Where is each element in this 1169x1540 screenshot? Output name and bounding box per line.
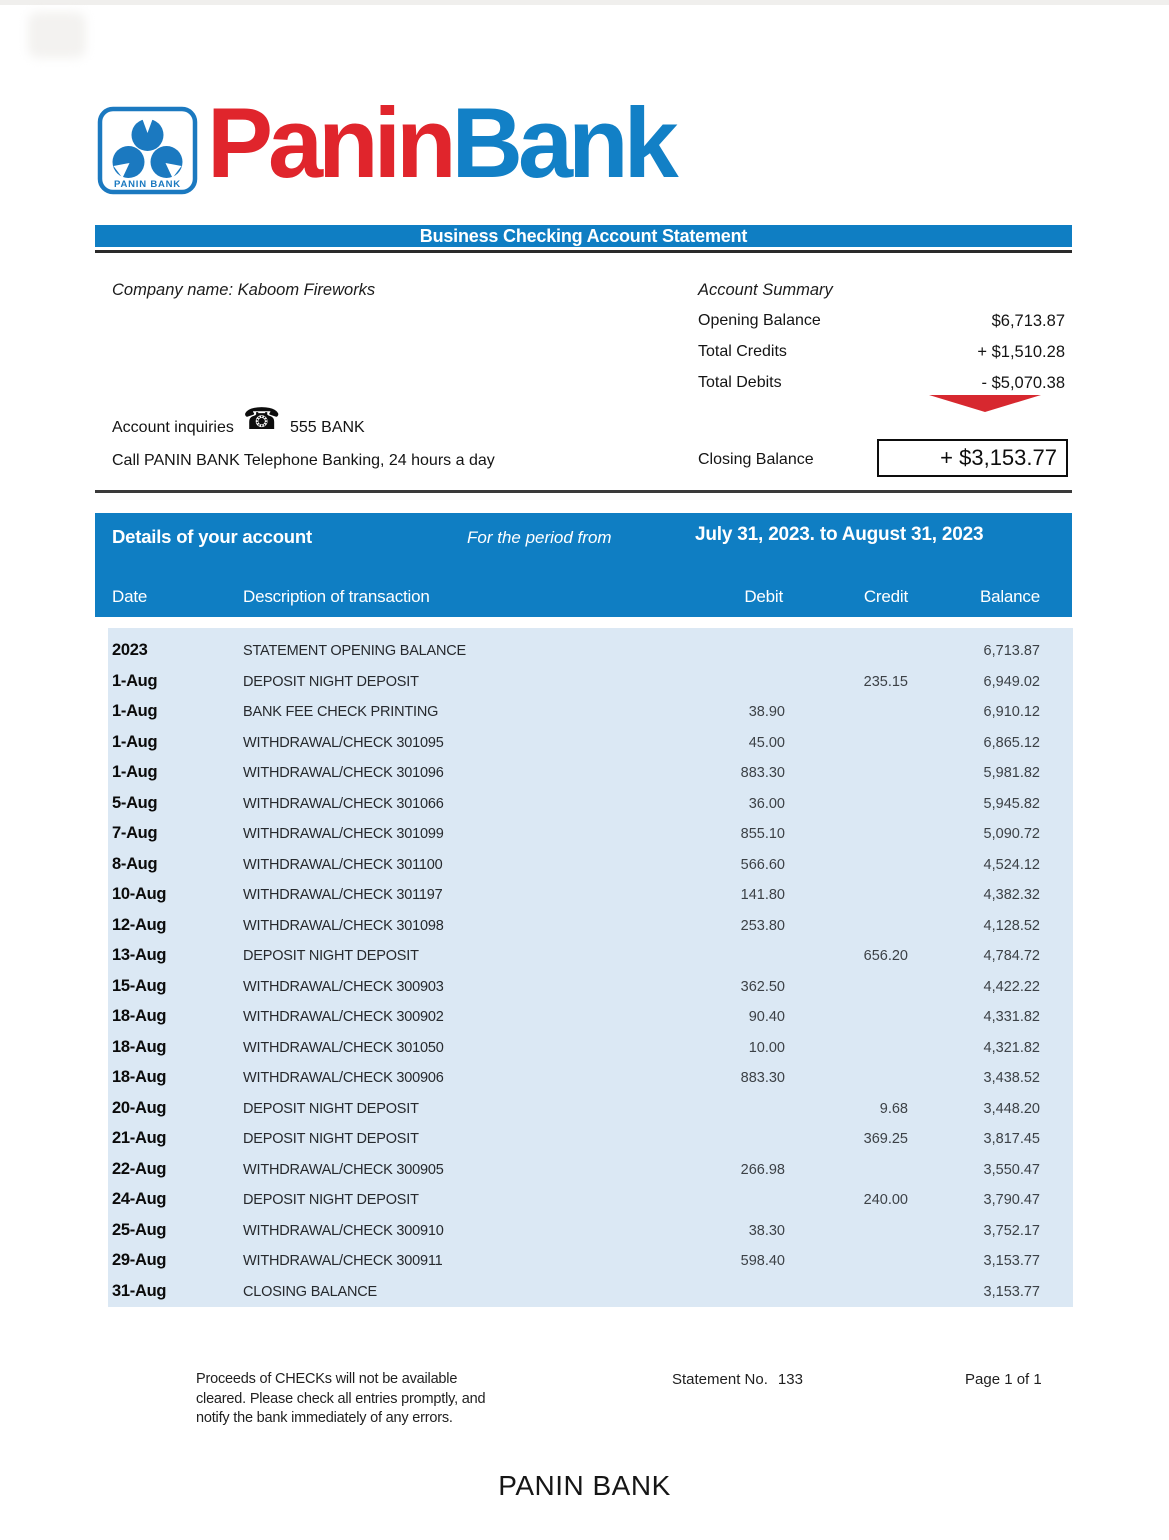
section-divider: [95, 490, 1072, 493]
cell-debit: 38.90: [748, 704, 785, 720]
table-row: [108, 1185, 1073, 1216]
cell-date: 25-Aug: [112, 1220, 167, 1239]
brand-wordmark: [207, 87, 674, 198]
cell-balance: 6,910.12: [983, 704, 1040, 720]
cell-debit: 883.30: [740, 1070, 785, 1086]
table-row: [108, 1124, 1073, 1155]
cell-debit: 253.80: [740, 917, 785, 934]
cell-date: 18-Aug: [112, 1037, 167, 1056]
cell-description: WITHDRAWAL/CHECK 300910: [243, 1222, 444, 1239]
cell-description: DEPOSIT NIGHT DEPOSIT: [243, 948, 419, 964]
cell-description: WITHDRAWAL/CHECK 300905: [243, 1161, 444, 1178]
cell-description: WITHDRAWAL/CHECK 301099: [243, 826, 444, 842]
cell-balance: 4,382.32: [983, 887, 1040, 903]
statement-title-bar: Business Checking Account Statement: [95, 225, 1072, 247]
column-header-debit: Debit: [744, 587, 783, 606]
scan-smudge: [28, 12, 86, 58]
cell-balance: 4,128.52: [983, 917, 1040, 934]
cell-description: BANK FEE CHECK PRINTING: [243, 704, 439, 720]
summary-row: [698, 337, 1065, 368]
cell-credit: 240.00: [863, 1192, 908, 1208]
cell-date: 20-Aug: [112, 1098, 167, 1117]
cell-date: 12-Aug: [112, 915, 167, 934]
table-row: [108, 911, 1073, 942]
statement-number-label: Statement No.: [672, 1371, 768, 1388]
cell-date: 29-Aug: [112, 1251, 167, 1269]
table-row: [108, 1002, 1073, 1033]
cell-debit: 90.40: [748, 1009, 785, 1025]
cell-description: WITHDRAWAL/CHECK 301066: [243, 795, 444, 812]
table-row: [108, 1246, 1073, 1277]
cell-debit: 38.30: [748, 1222, 785, 1239]
summary-label: Total Credits: [698, 343, 787, 360]
cell-debit: 598.40: [740, 1253, 785, 1269]
cell-balance: 4,524.12: [983, 856, 1040, 873]
footer-disclaimer-line: Proceeds of CHECKs will not be available: [196, 1371, 458, 1387]
cell-date: 7-Aug: [112, 824, 158, 842]
cell-balance: 3,438.52: [983, 1070, 1040, 1086]
summary-value: + $1,510.28: [977, 343, 1065, 361]
footer-disclaimer-line: cleared. Please check all entries promptly, and: [196, 1390, 486, 1407]
cell-debit: 45.00: [748, 734, 785, 751]
cell-balance: 4,321.82: [983, 1039, 1040, 1056]
summary-label: Total Debits: [698, 374, 782, 391]
footer-bank-name: PANIN BANK: [498, 1470, 671, 1501]
cell-balance: 3,752.17: [983, 1222, 1040, 1239]
cell-description: WITHDRAWAL/CHECK 301100: [243, 856, 443, 873]
svg-text:PANIN BANK: PANIN BANK: [114, 179, 181, 190]
cell-debit: 10.00: [748, 1039, 785, 1056]
page-indicator: Page 1 of 1: [965, 1371, 1042, 1388]
closing-balance-label: Closing Balance: [698, 451, 814, 468]
cell-credit: 369.25: [863, 1131, 908, 1147]
cell-date: 1-Aug: [112, 702, 158, 720]
cell-description: WITHDRAWAL/CHECK 300906: [243, 1070, 444, 1086]
cell-debit: 266.98: [740, 1161, 785, 1178]
cell-balance: 3,153.77: [983, 1283, 1040, 1300]
table-row: [108, 758, 1073, 789]
cell-balance: 6,949.02: [983, 673, 1040, 690]
table-row: [108, 697, 1073, 728]
company-name: Company name: Kaboom Fireworks: [112, 281, 376, 299]
cell-balance: 5,945.82: [983, 795, 1040, 812]
cell-debit: 141.80: [740, 887, 785, 903]
statement-number-value: 133: [777, 1371, 803, 1388]
cell-balance: 3,550.47: [983, 1161, 1040, 1178]
table-row: [108, 819, 1073, 850]
cell-date: 18-Aug: [112, 1007, 167, 1025]
cell-debit: 855.10: [740, 826, 785, 842]
cell-description: DEPOSIT NIGHT DEPOSIT: [243, 1131, 419, 1147]
cell-date: 2023: [112, 641, 148, 659]
summary-label: Opening Balance: [698, 312, 821, 329]
table-row: [108, 636, 1073, 667]
period-value: July 31, 2023. to August 31, 2023: [695, 524, 984, 545]
cell-description: WITHDRAWAL/CHECK 300911: [243, 1253, 443, 1269]
cell-debit: 362.50: [740, 978, 785, 995]
title-underline: [95, 250, 1072, 253]
summary-value: - $5,070.38: [981, 374, 1065, 392]
cell-description: WITHDRAWAL/CHECK 301096: [243, 765, 444, 781]
details-title: Details of your account: [112, 526, 312, 547]
cell-date: 18-Aug: [112, 1068, 167, 1086]
summary-value: $6,713.87: [991, 312, 1065, 330]
period-label: For the period from: [467, 528, 612, 547]
cell-balance: 6,713.87: [983, 643, 1040, 659]
cell-description: WITHDRAWAL/CHECK 300903: [243, 978, 444, 995]
cell-description: DEPOSIT NIGHT DEPOSIT: [243, 673, 419, 690]
cell-description: WITHDRAWAL/CHECK 301095: [243, 734, 444, 751]
cell-date: 24-Aug: [112, 1190, 167, 1208]
table-row: [108, 1033, 1073, 1064]
phone-number: 555 BANK: [290, 419, 365, 436]
account-summary-rows: [698, 306, 1065, 399]
cell-balance: 5,090.72: [983, 826, 1040, 842]
cell-date: 22-Aug: [112, 1159, 167, 1178]
cell-description: WITHDRAWAL/CHECK 300902: [243, 1009, 444, 1025]
cell-balance: 6,865.12: [983, 734, 1040, 751]
column-header-date: Date: [112, 587, 148, 606]
brand-word-blue: Bank: [451, 87, 674, 198]
footer-disclaimer: [196, 1370, 516, 1429]
cell-credit: 656.20: [863, 948, 908, 964]
cell-description: DEPOSIT NIGHT DEPOSIT: [243, 1192, 419, 1208]
cell-date: 1-Aug: [112, 732, 158, 751]
telephone-banking-note: Call PANIN BANK Telephone Banking, 24 hours a day: [112, 452, 495, 469]
cell-date: 8-Aug: [112, 854, 158, 873]
account-summary-title: Account Summary: [698, 281, 833, 299]
cell-description: WITHDRAWAL/CHECK 301098: [243, 917, 444, 934]
table-row: [108, 1216, 1073, 1247]
table-row: [108, 972, 1073, 1003]
details-header-bar: [95, 513, 1072, 617]
table-row: [108, 1094, 1073, 1125]
cell-description: STATEMENT OPENING BALANCE: [243, 643, 467, 659]
summary-row: [698, 306, 1065, 337]
table-row: [108, 789, 1073, 820]
cell-balance: 3,790.47: [983, 1192, 1040, 1208]
cell-debit: 883.30: [740, 765, 785, 781]
cell-description: CLOSING BALANCE: [243, 1283, 377, 1300]
cell-date: 1-Aug: [112, 671, 158, 690]
cell-balance: 4,422.22: [983, 978, 1040, 995]
cell-description: WITHDRAWAL/CHECK 301050: [243, 1039, 444, 1056]
cell-date: 21-Aug: [112, 1129, 167, 1147]
scan-noise-strip: [0, 0, 1169, 5]
account-inquiries-label: Account inquiries: [112, 419, 234, 436]
transactions-table: [108, 628, 1073, 1307]
statement-number: [672, 1371, 803, 1388]
table-row: [108, 667, 1073, 698]
brand-word-red: Panin: [207, 87, 452, 198]
table-row: [108, 1155, 1073, 1186]
cell-description: WITHDRAWAL/CHECK 301197: [243, 887, 443, 903]
cell-balance: 3,448.20: [983, 1100, 1040, 1117]
cell-date: 5-Aug: [112, 793, 158, 812]
cell-debit: 566.60: [740, 856, 785, 873]
column-header-credit: Credit: [863, 587, 908, 606]
table-row: [108, 1277, 1073, 1308]
cell-balance: 4,784.72: [983, 948, 1040, 964]
down-arrow-icon: [929, 395, 1041, 412]
closing-balance-value: + $3,153.77: [877, 439, 1068, 477]
phone-icon: ☎: [243, 403, 281, 436]
table-row: [108, 880, 1073, 911]
cell-balance: 3,817.45: [983, 1131, 1040, 1147]
cell-credit: 235.15: [863, 673, 908, 690]
panin-bank-logo-icon: [97, 106, 198, 195]
cell-debit: 36.00: [748, 795, 785, 812]
cell-date: 13-Aug: [112, 946, 167, 964]
cell-date: 10-Aug: [112, 885, 167, 903]
table-row: [108, 941, 1073, 972]
cell-balance: 3,153.77: [983, 1253, 1040, 1269]
footer-disclaimer-line: notify the bank immediately of any errors.: [196, 1410, 453, 1426]
cell-balance: 5,981.82: [983, 765, 1040, 781]
table-row: [108, 1063, 1073, 1094]
cell-date: 31-Aug: [112, 1281, 167, 1300]
cell-credit: 9.68: [879, 1100, 908, 1117]
cell-date: 15-Aug: [112, 976, 167, 995]
column-header-description: Description of transaction: [243, 587, 430, 606]
table-row: [108, 850, 1073, 881]
cell-date: 1-Aug: [112, 763, 158, 781]
cell-balance: 4,331.82: [983, 1009, 1040, 1025]
table-row: [108, 728, 1073, 759]
cell-description: DEPOSIT NIGHT DEPOSIT: [243, 1100, 419, 1117]
column-header-balance: Balance: [979, 587, 1040, 606]
